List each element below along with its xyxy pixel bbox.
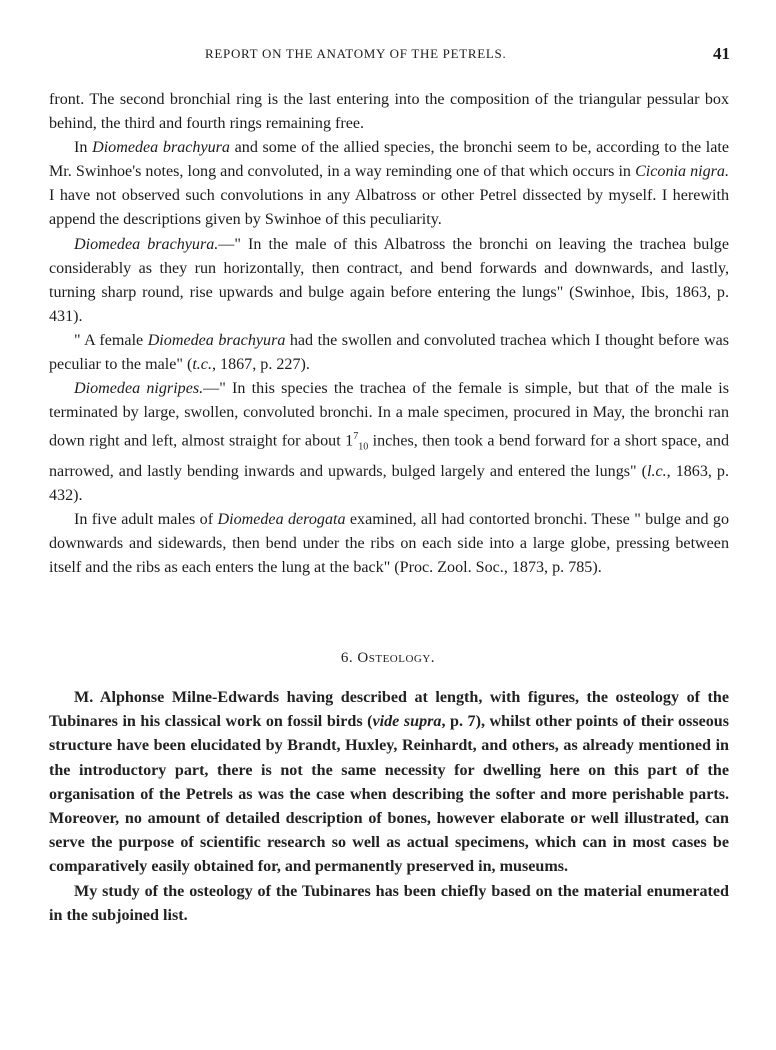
- paragraph-5: [49, 377, 729, 508]
- citation-abbrev: t.c.: [192, 356, 212, 374]
- species-name: Diomedea brachyura: [92, 139, 230, 157]
- species-name: Diomedea brachyura: [147, 331, 286, 349]
- citation-abbrev: l.c.: [646, 462, 667, 480]
- section-heading: [0, 650, 776, 667]
- text-run: and some of the allied species, the bronchi seem to be, according to the late Mr. Swinhoe's notes, long and convoluted, in a way reminding one of that which occurs in: [49, 139, 729, 181]
- text-run: " A female: [74, 331, 148, 349]
- text-run: —" In the male of this Albatross the bronchi on leaving the trachea bulge considerably as they run horizontally, then contract, and bend forwards and downwards, and lastly, turning sharp round, rise upwards and bulge again before entering the lungs" (Swinhoe, Ibis, 1863, p. 431).: [49, 235, 729, 325]
- text-run: had the swollen and convoluted trachea which I thought before was peculiar to the male" (: [49, 331, 729, 374]
- body-text-section-1: [49, 88, 729, 580]
- text-run: , 1863, p. 432).: [49, 462, 729, 505]
- paragraph-8: My study of the osteology of the Tubinares has been chiefly based on the material enumerated in the subjoined list.: [49, 882, 729, 924]
- text-run: In five adult males of: [74, 511, 218, 529]
- paragraph-2: [49, 136, 729, 232]
- species-name: Diomedea derogata: [217, 511, 346, 529]
- paragraph-4: [49, 329, 729, 377]
- latin-phrase: vide supra: [372, 713, 442, 731]
- running-head: REPORT ON THE ANATOMY OF THE PETRELS.: [205, 46, 507, 61]
- species-name: Ciconia nigra.: [635, 163, 729, 181]
- text-run: inches, then took a bend forward for a short space, and narrowed, and lastly bending inwards and upwards, bulged largely and entered the lungs" (: [49, 432, 729, 480]
- fraction-numerator: 7: [353, 431, 359, 443]
- paragraph-6: [49, 508, 729, 580]
- species-name: Diomedea brachyura.: [74, 235, 219, 253]
- paragraph-1: front. The second bronchial ring is the last entering into the composition of the triangular pessular box behind, the third and fourth rings remaining free.: [49, 91, 729, 133]
- section-heading-text: 6. Osteology.: [340, 650, 436, 666]
- text-run: —" In this species the trachea of the female is simple, but that of the male is terminated by large, swollen, convoluted bronchi. In a male specimen, procured in May, the bronchi ran down right and left, almost straight for about 1: [49, 380, 729, 450]
- text-run: , 1867, p. 227).: [211, 356, 310, 374]
- text-run: M. Alphonse Milne-Edwards having described at length, with figures, the osteology of the Tubinares in his classical work on fossil birds (: [49, 689, 729, 731]
- text-run: I have not observed such convolutions in any Albatross or other Petrel dissected by myself. I herewith append the descriptions given by Swinhoe of this peculiarity.: [49, 187, 729, 229]
- species-name: Diomedea nigripes.: [74, 380, 204, 398]
- fraction-denominator: 10: [358, 441, 369, 453]
- text-run: examined, all had contorted bronchi. These " bulge and go downwards and sidewards, then bend under the ribs on each side into a large globe, pressing between itself and the ribs as each enters the lung at the back" (Proc. Zool. Soc., 1873, p. 785).: [49, 511, 729, 577]
- page-number: 41: [713, 44, 730, 63]
- paragraph-7: [49, 686, 729, 880]
- body-text-section-2: [49, 686, 729, 928]
- text-run: , p. 7), whilst other points of their osseous structure have been elucidated by Brandt, Huxley, Reinhardt, and others, as already mentioned in the introductory part, there is not the same necessity for dwelling here on this part of the organisation of the Petrels as was the case when describing the softer and more perishable parts. Moreover, no amount of detailed description of bones, however elaborate or well illustrated, can serve the purpose of scientific research so well as actual specimens, which can in most cases be comparatively easily obtained for, and permanently preserved in, museums.: [49, 713, 729, 876]
- paragraph-3: [49, 233, 729, 329]
- text-run: In: [74, 139, 93, 157]
